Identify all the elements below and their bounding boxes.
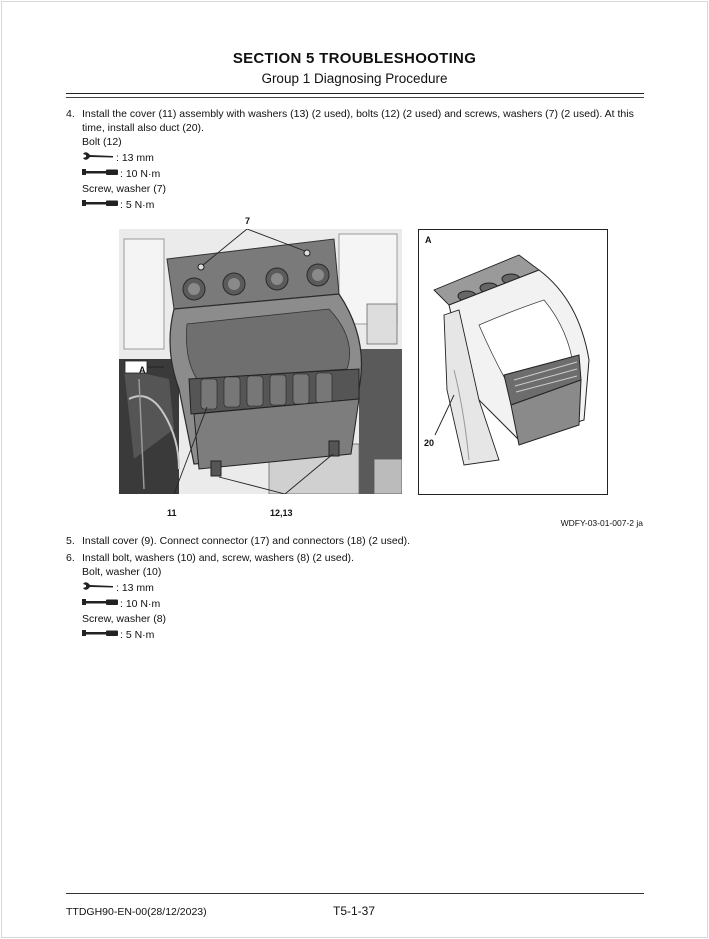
spec-line [82, 581, 154, 596]
callout-a-marker: A [139, 365, 146, 375]
spec-value: : 10 N·m [120, 168, 161, 180]
footer-rule [66, 893, 644, 894]
spec-value: : 13 mm [116, 152, 154, 164]
callout-11: 11 [167, 508, 177, 518]
torque-wrench-icon [82, 198, 120, 213]
step-text: Install cover (9). Connect connector (17) and connectors (18) (2 used). [82, 535, 410, 547]
spec-line [82, 151, 154, 166]
step-text: Install the cover (11) assembly with washers (13) (2 used), bolts (12) (2 used) and screws, washers (7) (2 used). At this [82, 108, 634, 120]
spec-line [82, 628, 154, 643]
spec-line [82, 198, 154, 213]
step-number: 6. [66, 552, 75, 564]
spec-value: : 5 N·m [120, 629, 155, 641]
group-title: Group 1 Diagnosing Procedure [261, 71, 448, 86]
callout-20: 20 [424, 438, 435, 448]
detail-a-figure [418, 229, 608, 495]
torque-wrench-icon [82, 597, 120, 612]
step-number: 5. [66, 535, 75, 547]
page-number: T5-1-37 [333, 904, 376, 918]
callout-12-13: 12,13 [270, 508, 293, 518]
callout-a-detail: A [425, 235, 432, 245]
section-title: SECTION 5 TROUBLESHOOTING [232, 50, 477, 67]
cover-assembly-figure [119, 229, 402, 494]
step-text: Install bolt, washers (10) and, screw, washers (8) (2 used). [82, 552, 354, 564]
spec-label: Bolt (12) [82, 136, 122, 148]
spec-value: : 5 N·m [120, 199, 155, 211]
document-id: TTDGH90-EN-00(28/12/2023) [66, 906, 207, 918]
torque-wrench-icon [82, 167, 120, 182]
spec-value: : 10 N·m [120, 598, 161, 610]
spec-label: Screw, washer (8) [82, 613, 167, 625]
header-rule [66, 93, 644, 94]
figure-caption: WDFY-03-01-007-2 ja [560, 518, 643, 528]
spec-label: Bolt, washer (10) [82, 566, 162, 578]
torque-wrench-icon [82, 628, 120, 643]
wrench-icon [82, 151, 116, 166]
spec-value: : 13 mm [116, 582, 154, 594]
step-number: 4. [66, 108, 75, 120]
header-rule-thin [66, 97, 644, 98]
spec-label: Screw, washer (7) [82, 183, 167, 195]
wrench-icon [82, 581, 116, 596]
spec-line [82, 167, 160, 182]
callout-7: 7 [245, 216, 251, 226]
step-text: time, install also duct (20). [82, 122, 204, 134]
spec-line [82, 597, 160, 612]
